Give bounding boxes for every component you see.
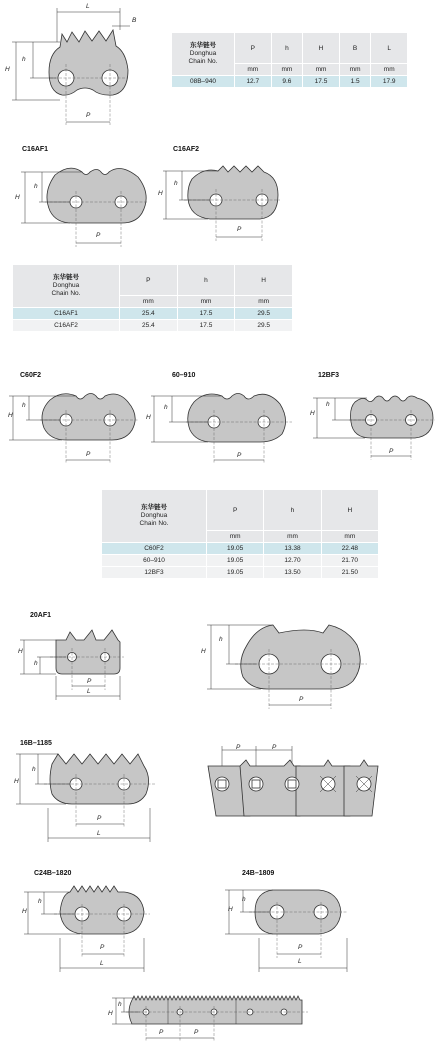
- drawing-chain-assembly: [200, 740, 400, 830]
- cell: 17.5: [303, 76, 340, 88]
- drawing-60-910: [148, 380, 298, 470]
- dim-H-label: H: [201, 648, 206, 655]
- col-cn: 东华链号: [53, 274, 79, 281]
- dim-H-label: H: [108, 1010, 113, 1017]
- dim-H-label: H: [15, 194, 20, 201]
- dim-h-label: h: [34, 183, 38, 190]
- header-P: P: [235, 33, 272, 64]
- dim-L-label: L: [97, 830, 101, 837]
- col-en1: Donghua: [189, 50, 217, 57]
- label-60-910: 60–910: [172, 372, 196, 379]
- dim-h-label: h: [22, 56, 26, 63]
- label-c60f2: C60F2: [20, 372, 42, 379]
- dim-P-label: P: [272, 744, 277, 751]
- dim-P-label: P: [299, 696, 304, 703]
- dim-H-label: H: [158, 190, 163, 197]
- dim-P-label: P: [194, 1029, 199, 1036]
- table-row: [102, 567, 379, 579]
- cell: 25.4: [120, 308, 178, 320]
- cell: 12.70: [264, 555, 321, 567]
- unit: mm: [235, 296, 293, 308]
- header-P: P: [120, 265, 178, 296]
- cell: 25.4: [120, 320, 178, 332]
- header-B: B: [339, 33, 371, 64]
- dim-H-label: H: [228, 906, 233, 913]
- dim-h-label: h: [219, 636, 223, 643]
- cell: 1.5: [339, 76, 371, 88]
- drawing-20af1: [0, 620, 140, 710]
- cell: 17.9: [371, 76, 408, 88]
- header-h: h: [271, 33, 303, 64]
- col-en1: Donghua: [140, 512, 168, 519]
- dim-H-label: H: [310, 410, 315, 417]
- col-en2: Chain No.: [139, 520, 169, 527]
- dim-h-label: h: [34, 660, 38, 667]
- cell: 29.5: [235, 320, 293, 332]
- chain-no: 08B–940: [172, 76, 235, 88]
- cell: 13.38: [264, 543, 321, 555]
- cell: 9.6: [271, 76, 303, 88]
- chain-no: C60F2: [102, 543, 207, 555]
- unit: mm: [177, 296, 235, 308]
- header-H: H: [235, 265, 293, 296]
- col-en2: Chain No.: [188, 58, 218, 65]
- cell: 13.50: [264, 567, 321, 579]
- dim-h-label: h: [164, 404, 168, 411]
- cell: 21.50: [321, 567, 378, 579]
- dim-P-label: P: [237, 226, 242, 233]
- dim-P-label: P: [236, 744, 241, 751]
- unit: mm: [264, 531, 321, 543]
- label-20af1: 20AF1: [30, 612, 52, 619]
- cell: 29.5: [235, 308, 293, 320]
- dim-L-label: L: [298, 958, 302, 965]
- table-row: [102, 543, 379, 555]
- chain-no: 60–910: [102, 555, 207, 567]
- drawing-c16af1: [0, 155, 150, 255]
- header-L: L: [371, 33, 408, 64]
- header-H: H: [321, 490, 378, 531]
- unit: mm: [235, 64, 272, 76]
- dim-H-label: H: [22, 908, 27, 915]
- dim-P-label: P: [86, 112, 91, 119]
- label-12bf3: 12BF3: [318, 372, 340, 379]
- dim-P-label: P: [96, 232, 101, 239]
- drawing-c60f2: [0, 380, 150, 470]
- unit: mm: [120, 296, 178, 308]
- drawing-08b-940: [0, 0, 150, 130]
- cell: 17.5: [177, 320, 235, 332]
- spec-table-08b: [172, 33, 408, 87]
- col-en2: Chain No.: [51, 290, 81, 297]
- unit: mm: [271, 64, 303, 76]
- dim-H-label: H: [14, 778, 19, 785]
- unit: mm: [371, 64, 408, 76]
- dim-P-label: P: [87, 678, 92, 685]
- dim-h-label: h: [22, 402, 26, 409]
- unit: mm: [339, 64, 371, 76]
- drawing-c16af2: [160, 155, 280, 255]
- cell: 12.7: [235, 76, 272, 88]
- table-row: [172, 76, 408, 88]
- unit: mm: [321, 531, 378, 543]
- header-h: h: [264, 490, 321, 531]
- dim-H-label: H: [5, 66, 10, 73]
- dim-h-label: h: [326, 401, 330, 408]
- dim-B-label: B: [132, 17, 137, 24]
- label-c16af2: C16AF2: [173, 146, 200, 153]
- label-c24b-1820: C24B–1820: [34, 870, 72, 877]
- dim-P-label: P: [86, 451, 91, 458]
- dim-L-label: L: [86, 3, 90, 10]
- dim-h-label: h: [174, 180, 178, 187]
- cell: 19.05: [207, 555, 264, 567]
- dim-H-label: H: [18, 648, 23, 655]
- chain-no: 12BF3: [102, 567, 207, 579]
- cell: 21.70: [321, 555, 378, 567]
- table-row: [13, 320, 293, 332]
- header-P: P: [207, 490, 264, 531]
- dim-h-label: h: [118, 1001, 122, 1008]
- dim-P-label: P: [389, 448, 394, 455]
- dim-P-label: P: [97, 815, 102, 822]
- dim-H-label: H: [146, 414, 151, 421]
- dim-P-label: P: [100, 944, 105, 951]
- col-cn: 东华链号: [141, 504, 167, 511]
- chain-no: C16AF1: [13, 308, 120, 320]
- drawing-c24b-1820: [0, 878, 170, 978]
- col-cn: 东华链号: [190, 42, 216, 49]
- dim-H-label: H: [8, 412, 13, 419]
- cell: 22.48: [321, 543, 378, 555]
- header-h: h: [177, 265, 235, 296]
- cell: 19.05: [207, 543, 264, 555]
- cell: 17.5: [177, 308, 235, 320]
- drawing-16b-1185: [0, 748, 160, 848]
- dim-h-label: h: [38, 898, 42, 905]
- dim-P-label: P: [237, 452, 242, 459]
- label-c16af1: C16AF1: [22, 146, 49, 153]
- chain-no: C16AF2: [13, 320, 120, 332]
- label-16b-1185: 16B–1185: [20, 740, 52, 747]
- dim-L-label: L: [100, 960, 104, 967]
- unit: mm: [207, 531, 264, 543]
- label-24b-1809: 24B–1809: [242, 870, 275, 877]
- cell: 19.05: [207, 567, 264, 579]
- spec-table-c60: [102, 490, 379, 578]
- dim-P-label: P: [159, 1029, 164, 1036]
- unit: mm: [303, 64, 340, 76]
- spec-table-c16af: [13, 265, 293, 331]
- dim-L-label: L: [87, 688, 91, 695]
- drawing-large-link: [195, 605, 395, 715]
- dim-P-label: P: [298, 944, 303, 951]
- drawing-bottom-chain: [100, 984, 330, 1044]
- dim-h-label: h: [242, 896, 246, 903]
- table-row: [13, 308, 293, 320]
- table-row: [102, 555, 379, 567]
- dim-h-label: h: [32, 766, 36, 773]
- drawing-12bf3: [305, 380, 435, 470]
- col-en1: Donghua: [52, 282, 80, 289]
- header-H: H: [303, 33, 340, 64]
